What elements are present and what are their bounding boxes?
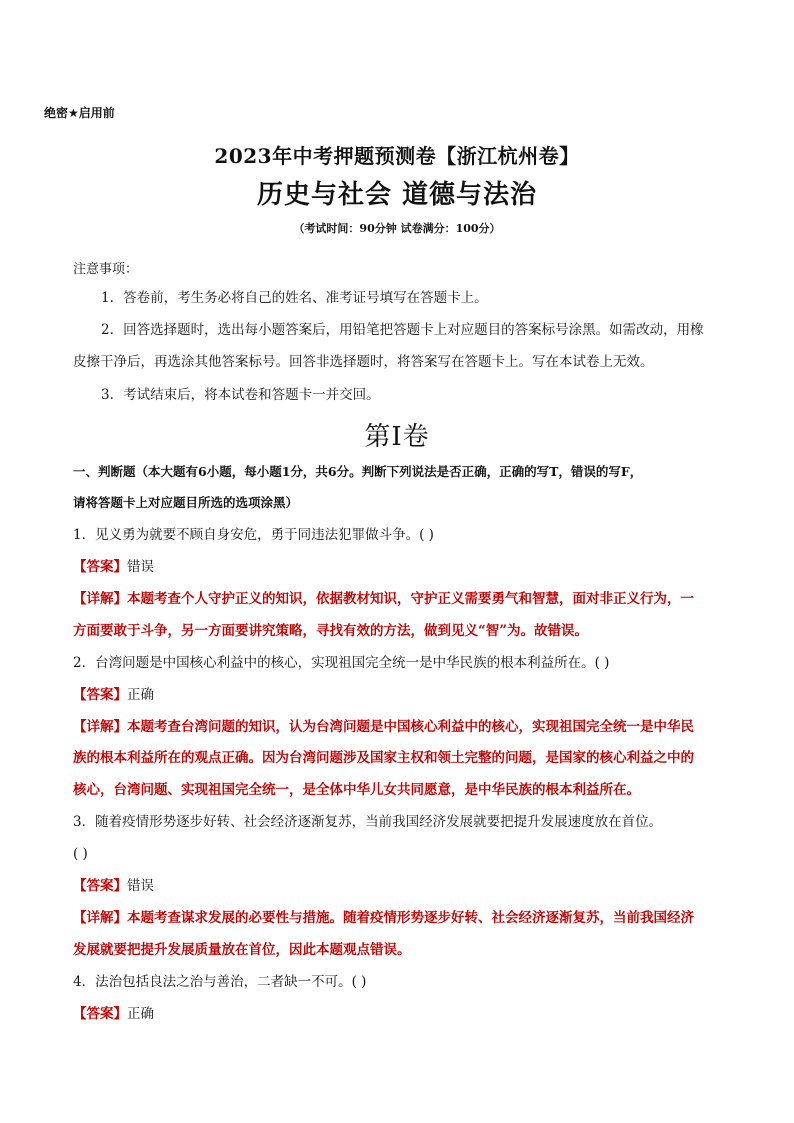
detail-label: 【详解】 xyxy=(73,719,127,735)
answer-line xyxy=(73,876,154,896)
detail-text: 本题考查个人守护正义的知识，依据教材知识，守护正义需要勇气和智慧，面对非正义行为，一 xyxy=(127,591,694,607)
answer-label: 【答案】 xyxy=(73,687,127,703)
answer-label: 【答案】 xyxy=(73,878,127,894)
answer-line xyxy=(73,557,154,577)
answer-line xyxy=(73,685,154,705)
answer-line xyxy=(73,1004,154,1024)
question-stem: 2．台湾问题是中国核心利益中的核心，实现祖国完全统一是中华民族的根本利益所在。( ) xyxy=(73,655,610,671)
question-stem-continued: ( ) xyxy=(73,846,88,862)
detail-text: 族的根本利益所在的观点正确。因为台湾问题涉及国家主权和领土完整的问题，是国家的核心利益之中的 xyxy=(73,750,694,766)
question-stem: 1．见义勇为就要不顾自身安危，勇于同违法犯罪做斗争。( ) xyxy=(73,527,434,543)
answer-value: 正确 xyxy=(127,687,154,703)
notice-item: 2．回答选择题时，选出每小题答案后，用铅笔把答题卡上对应题目的答案标号涂黑。如需改动，用橡 xyxy=(101,322,704,338)
detail-label: 【详解】 xyxy=(73,910,127,926)
notice-item-continued: 皮擦干净后，再选涂其他答案标号。回答非选择题时，将答案写在答题卡上。写在本试卷上无效。 xyxy=(73,354,654,370)
detail-line xyxy=(73,717,694,737)
answer-value: 错误 xyxy=(127,559,154,575)
detail-line xyxy=(73,589,694,609)
detail-text: 核心，台湾问题、实现祖国完全统一，是全体中华儿女共同愿意，是中华民族的根本利益所在。 xyxy=(73,782,640,798)
notice-item: 1．答卷前，考生务必将自己的姓名、准考证号填写在答题卡上。 xyxy=(101,290,488,306)
answer-value: 正确 xyxy=(127,1006,154,1022)
detail-text: 本题考查台湾问题的知识，认为台湾问题是中国核心利益中的核心，实现祖国完全统一是中华民 xyxy=(127,719,694,735)
answer-value: 错误 xyxy=(127,878,154,894)
exam-title: 2023年中考押题预测卷【浙江杭州卷】 xyxy=(214,144,580,168)
detail-label: 【详解】 xyxy=(73,591,127,607)
exam-info: （考试时间：90分钟 试卷满分：100分） xyxy=(293,222,501,235)
detail-text: 发展就要把提升发展质量放在首位，因此本题观点错误。 xyxy=(73,942,411,958)
notice-item: 3．考试结束后，将本试卷和答题卡一并交回。 xyxy=(101,387,380,403)
question-stem: 4．法治包括良法之治与善治，二者缺一不可。( ) xyxy=(73,974,367,990)
secret-mark: 绝密★启用前 xyxy=(44,106,115,120)
notice-heading: 注意事项： xyxy=(73,262,139,277)
detail-line xyxy=(73,908,694,928)
question-stem: 3．随着疫情形势逐步好转、社会经济逐渐复苏，当前我国经济发展就要把提升发展速度放在首位。 xyxy=(73,814,663,830)
answer-label: 【答案】 xyxy=(73,559,127,575)
part-heading-continued: 请将答题卡上对应题目所选的选项涂黑） xyxy=(73,495,299,510)
answer-label: 【答案】 xyxy=(73,1006,127,1022)
subject-title: 历史与社会 道德与法治 xyxy=(256,180,538,210)
detail-text: 本题考查谋求发展的必要性与措施。随着疫情形势逐步好转、社会经济逐渐复苏，当前我国经济 xyxy=(127,910,694,926)
section-title: 第Ⅰ卷 xyxy=(364,422,430,452)
part-heading: 一、判断题（本大题有6小题，每小题1分，共6分。判断下列说法是否正确，正确的写T，错误的写F， xyxy=(73,464,643,479)
detail-text: 方面要敢于斗争，另一方面要讲究策略，寻找有效的方法，做到见义“智”为。故错误。 xyxy=(73,623,589,639)
